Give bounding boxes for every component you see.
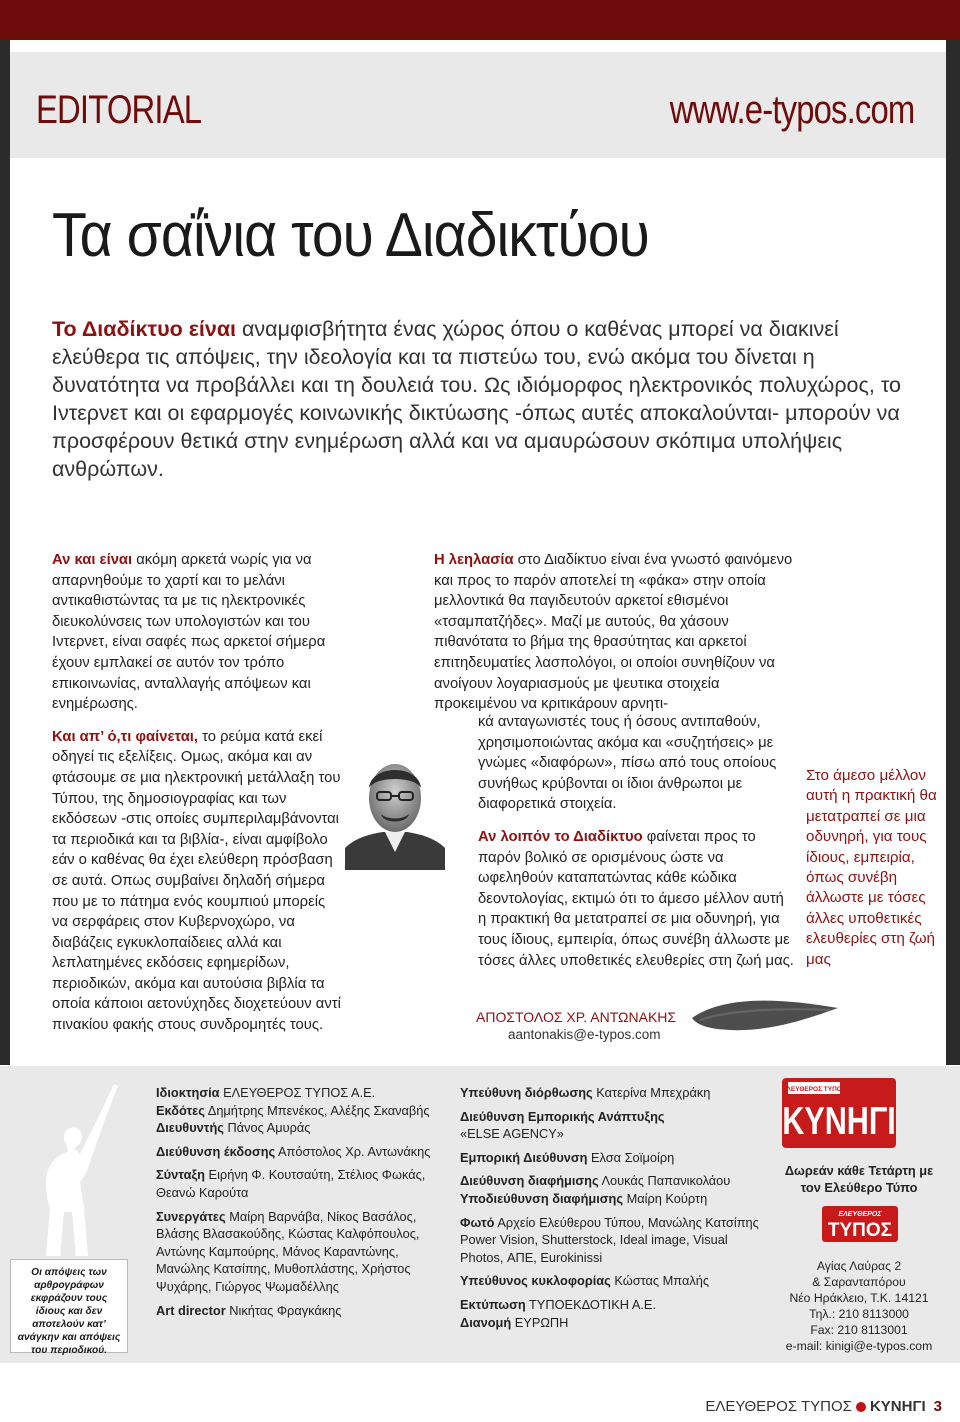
address-line: Αγίας Λαύρας 2	[816, 1259, 902, 1273]
signature-brush-stroke	[690, 988, 840, 1036]
kinigi-logo-text: ΚΥΝΗΓΙ	[782, 1099, 896, 1143]
right-paragraph-1a	[434, 550, 794, 715]
lead-text: αναμφισβήτητα ένας χώρος όπου ο καθένας μπορεί να διακινεί ελεύθερα τις απόψεις, την ιδεολογία και τα πιστεύω του, ενώ ακόμα του δίνεται η δυνατότητα να προβάλλει και τη δουλειά του. Ως ιδιόμορφος ηλεκτρονικός πολυχώρος, το Ιντερνετ και οι εφαρμογές κοινωνικής δικτύωσης -όπως αυτές αποκαλούνται- μπορούν να προσφέρουν θετικά στην ενημέρωση αλλά και να αμαυρώσουν σκόπιμα υπολήψεις ανθρώπων.	[52, 317, 901, 481]
credit-line: Ιδιοκτησία ΕΛΕΥΘΕΡΟΣ ΤΥΠΟΣ Α.Ε.	[156, 1085, 376, 1100]
footer-publication: ΕΛΕΥΘΕΡΟΣ ΤΥΠΟΣ	[705, 1398, 852, 1415]
section-label: EDITORIAL	[36, 88, 202, 132]
pull-quote: Στο άμεσο μέλλον αυτή η πρακτική θα μετατραπεί σε μια οδυνηρή, για τους ίδιους, εμπειρία, όπως συνέβη άλλωστε με τόσες άλλες υποθετικές ελευθερίες στη ζωή μας	[806, 767, 937, 968]
right-p1-emphasis: Η λεηλασία	[434, 552, 514, 568]
distribution-promo: Δωρεάν κάθε Τετάρτη με τον Ελεύθερο Τύπο	[784, 1163, 934, 1195]
left-p1-text: ακόμη αρκετά νωρίς για να απαρνηθούμε το χαρτί και το μελάνι αντικαθιστώντας τα με τις ηλεκτρονικές διευκολύνσεις των υπολογιστών και του Ιντερνετ, είναι σαφές πως αρκετοί σήμερα έχουν εμπλακεί σε αυτόν τον τρόπο επικοινωνίας, ανταλλαγής απόψεων και ενημέρωσης.	[52, 552, 326, 713]
typos-logo-top-text: ΕΛΕΥΘΕΡΟΣ	[838, 1211, 882, 1218]
kinigi-logo	[782, 1078, 896, 1148]
page-footer	[705, 1398, 942, 1415]
right-p2-text: φαίνεται προς το παρόν βολικό σε ορισμένους ώστε να ωφεληθούν καταπατώντας κάθε κώδικα δεοντολογίας, εκτιμώ ότι το άμεσο μέλλον αυτή η πρακτική θα μετατραπεί σε μια οδυνηρή, για τους ίδιους, εμπειρία, όπως συνέβη άλλωστε με τόσες άλλες υποθετικές ελευθερίες στη ζωή μας.	[478, 828, 794, 969]
page-number: 3	[933, 1398, 942, 1415]
right-paragraph-1b: κά ανταγωνιστές τους ή όσους αντιπαθούν, χρησιμοποιώντας ακόμα και «συζητήσεις» με γνώμες «διαφόρων», πίσω από τους οποίους συνήθως κρύβονται οι ίδιοι άνθρωποι με διαφορετικά στοιχεία.	[478, 714, 777, 813]
kinigi-logo-top-text: ΕΛΕΥΘΕΡΟΣ ΤΥΠΟΣ	[782, 1086, 846, 1093]
credit-line: Σύνταξη Ειρήνη Φ. Κουτσαύτη, Στέλιος Φωκάς, Θεανώ Καρούτα	[156, 1167, 426, 1200]
left-p1-emphasis: Αν και είναι	[52, 552, 133, 568]
credit-line: Υπεύθυνος κυκλοφορίας Κώστας Μπαλής	[460, 1273, 710, 1289]
credit-line: Εκτύπωση ΤΥΠΟΕΚΔΟΤΙΚΗ Α.Ε.	[460, 1296, 657, 1312]
footer-dot-icon	[856, 1402, 866, 1412]
author-name: ΑΠΟΣΤΟΛΟΣ ΧΡ. ΑΝΤΩΝΑΚΗΣ	[476, 1009, 677, 1025]
address-phone: Τηλ.: 210 8113000	[809, 1307, 909, 1321]
credit-line: Διεύθυνση έκδοσης Απόστολος Χρ. Αντωνάκης	[156, 1143, 431, 1159]
credit-line: Διευθυντής Πάνος Αμυράς	[156, 1120, 311, 1136]
credit-line: Υπεύθυνη διόρθωσης Κατερίνα Μπεχράκη	[460, 1085, 711, 1100]
credit-line: Διανομή ΕΥΡΩΠΗ	[460, 1314, 569, 1330]
right-column-top	[434, 550, 794, 727]
lead-emphasis: Το Διαδίκτυο είναι	[52, 317, 237, 341]
right-p2-emphasis: Αν λοιπόν το Διαδίκτυο	[478, 828, 643, 845]
right-p1-text-a: στο Διαδίκτυο είναι ένα γνωστό φαινόμενο και προς το παρόν αποτελεί τη «φάκα» στην οποία μελλοντικά θα παγιδευτούν αρκετοί εθισμένοι «τσαμπατζήδες». Μαζί με αυτούς, θα χάσουν πιθανότατα το βήμα της θρασύτητας και αρκετοί επιτηδευματίες λασπολόγοι, οι οποίοι συνηθίζουν να ανοίγουν λογαριασμούς με ψευτικα στοιχεία προκειμένου να κριτικάρουν αρνητι-	[434, 552, 793, 713]
typos-logo-text: ΤΥΠΟΣ	[827, 1220, 893, 1241]
credit-line: Φωτό Αρχείο Ελεύθερου Τύπου, Μανώλης Κατσίπης Power Vision, Shutterstock, Ideal image, Visual Photos, ΑΠΕ, Eurokinissi	[460, 1214, 759, 1265]
author-email[interactable]: aantonakis@e-typos.com	[508, 1027, 661, 1042]
top-color-bar	[0, 0, 960, 40]
credits-column-2	[460, 1084, 760, 1331]
site-url[interactable]: www.e-typos.com	[669, 88, 914, 132]
left-p2-emphasis: Και απ’ ό,τι φαίνεται,	[52, 728, 199, 745]
right-paragraph-2	[478, 827, 794, 971]
eleftheros-typos-logo	[822, 1206, 898, 1242]
credit-line: Διεύθυνση Εμπορικής Ανάπτυξης «ELSE AGENCY»	[460, 1108, 665, 1142]
left-column	[52, 550, 342, 1048]
article-lead	[52, 315, 912, 483]
left-p2-text: το ρεύμα κατά εκεί οδηγεί τις εξελίξεις. Ομως, ακόμα και αν φτάσουμε σε μια ηλεκτρονική μετάλλαξη του Τύπου, της δημοσιογραφίας και των εκδόσεων -στις οποίες συμπεριλαμβάνονται τα περιοδικά και τα βιβλία-, είναι αμφίβολο εάν ο καθένας θα έχει ελεύθερη πρόσβαση σε αυτά. Οπως συμβαίνει δηλαδή σήμερα που με το πάτημα ενός κουμπιού μπορείς να σερφάρεις στον Κυβερνοχώρο, να διαβάζεις εγκυκλοπαίδειες αλλά και λεπλατημένες εκδόσεις εφημερίδων, περιοδικών, ακόμα και αυτούσια βιβλία τα οποία κάποιοι αετονύχηδες διοχετεύουν αντί πινακίου φακής στους συνδρομητές τους.	[52, 728, 341, 1034]
address-email[interactable]: e-mail: kinigi@e-typos.com	[785, 1339, 933, 1353]
right-column-bottom	[478, 712, 794, 983]
frame-left-rule	[0, 40, 10, 1065]
address-line: & Σαρανταπόρου	[812, 1275, 906, 1289]
credit-line: Υποδιεύθυνση διαφήμισης Μαίρη Κούρτη	[460, 1190, 708, 1206]
publisher-address	[776, 1258, 942, 1354]
credit-line: Συνεργάτες Μαίρη Βαρνάβα, Νίκος Βασάλος, Βλάσης Βλασακούδης, Κώστας Καλφόπουλος, Αντώνης Καμπούρης, Μάνος Καραντώνης, Μανώλης Κατσίπης, Μυθοπλάστης, Χρήστος Ψυχάρης, Γιώργος Ψωμαδέλλης	[156, 1208, 420, 1294]
footer-supplement: ΚΥΝΗΓΙ	[869, 1398, 926, 1415]
left-paragraph-2	[52, 727, 342, 1036]
article-headline: Τα σαΐνια του Διαδικτύου	[52, 201, 649, 270]
credit-line: Εμπορική Διεύθυνση Ελσα Σοϊμοίρη	[460, 1149, 675, 1165]
address-fax: Fax: 210 8113001	[810, 1323, 908, 1337]
frame-right-rule	[946, 40, 960, 1065]
opinion-disclaimer: Οι απόψεις των αρθρογράφων εκφράζουν τους ίδιους και δεν αποτελούν κατ’ ανάγκην και απόψεις του περιοδικού.	[10, 1259, 128, 1353]
credit-line: Διεύθυνση διαφήμισης Λουκάς Παπανικολάου	[460, 1173, 731, 1189]
address-line: Νέο Ηράκλειο, Τ.Κ. 14121	[789, 1291, 929, 1305]
hunter-silhouette-icon	[18, 1078, 122, 1256]
left-paragraph-1	[52, 550, 342, 715]
credit-line: Εκδότες Δημήτρης Μπενέκος, Αλέξης Σκαναβής	[156, 1102, 430, 1118]
author-portrait	[345, 748, 445, 870]
credit-line: Art director Νικήτας Φραγκάκης	[156, 1302, 342, 1318]
credits-column-1	[156, 1084, 436, 1319]
